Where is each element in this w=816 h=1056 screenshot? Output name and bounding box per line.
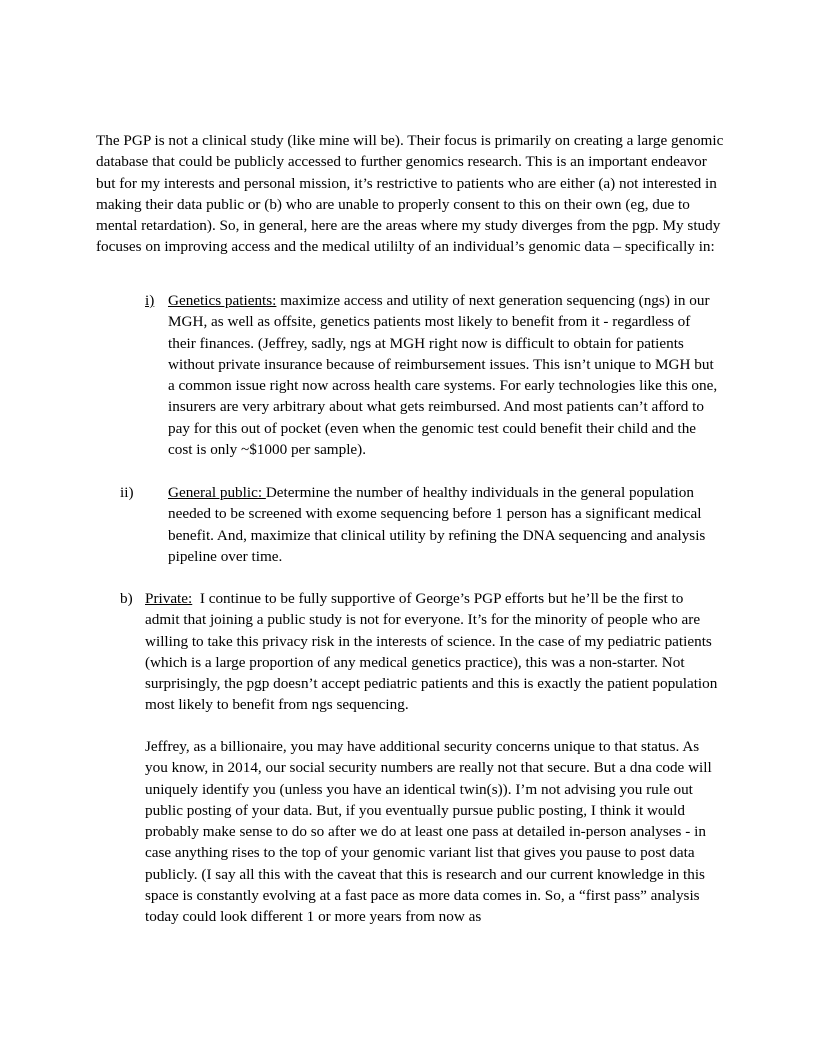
list-item-body [145, 588, 721, 716]
item-text: maximize access and utility of next generation sequencing (ngs) in our MGH, as well as offsite, genetics patients most likely to benefit from it - regardless of their finances. (Jeffrey, sadly, ngs at MGH right now is difficult to obtain for patients without private insurance because of reimbursement issues. This isn’t unique to MGH but a common issue right now across health care systems. For early technologies like this one, insurers are very arbitrary about what gets reimbursed. And most patients can’t afford to pay for this out of pocket (even when the genomic test could benefit their child and the cost is only ~$1000 per sample). [168, 292, 718, 459]
list-item-body [168, 482, 713, 567]
item-heading: Genetics patients: [168, 292, 277, 309]
item-text: I continue to be fully supportive of George’s PGP efforts but he’ll be the first to admit that joining a public study is not for everyone. It’s for the minority of people who are willing to take this privacy risk in the interests of science. In the case of my pediatric patients (which is a large proportion of any medical genetics practice), this was a non-starter. Not surprisingly, the pgp doesn’t accept pediatric patients and this is exactly the patient population most likely to benefit from ngs sequencing. [145, 590, 722, 714]
item-text: Determine the number of healthy individuals in the general population needed to be screened with exome sequencing before 1 person has a significant medical benefit. And, maximize that clinical utility by refining the DNA sequencing and analysis pipeline over time. [168, 484, 706, 565]
item-heading: General public: [168, 484, 266, 501]
list-item-body [168, 290, 720, 460]
item-heading: Private: [145, 590, 193, 607]
intro-paragraph: The PGP is not a clinical study (like mine will be). Their focus is primarily on creating a large genomic database that could be publicly accessed to further genomics research. This is an important endeavor but for my interests and personal mission, it’s restrictive to patients who are either (a) not interested in making their data public or (b) who are unable to properly consent to this on their own (eg, due to mental retardation). So, in general, here are the areas where my study diverges from the pgp. My study focuses on improving access and the medical utililty of an individual’s genomic data – specifically in: [96, 132, 724, 256]
list-marker: b) [120, 590, 133, 607]
list-marker: i) [145, 292, 155, 309]
list-marker: ii) [120, 484, 134, 501]
security-paragraph: Jeffrey, as a billionaire, you may have additional security concerns unique to that status. As you know, in 2014, our social security numbers are really not that secure. But a dna code will uniquely identify you (unless you have an identical twin(s)). I’m not advising you rule out public posting of your data. But, if you eventually pursue public posting, I think it would probably make sense to do so after we do at least one pass at detailed in-person analyses - in case anything rises to the top of your genomic variant list that gives you pause to post data publicly. (I say all this with the caveat that this is research and our current knowledge in this space is constantly evolving at a fast pace as more data comes in. So, a “first pass” analysis today could look different 1 or more years from now as [145, 738, 712, 926]
